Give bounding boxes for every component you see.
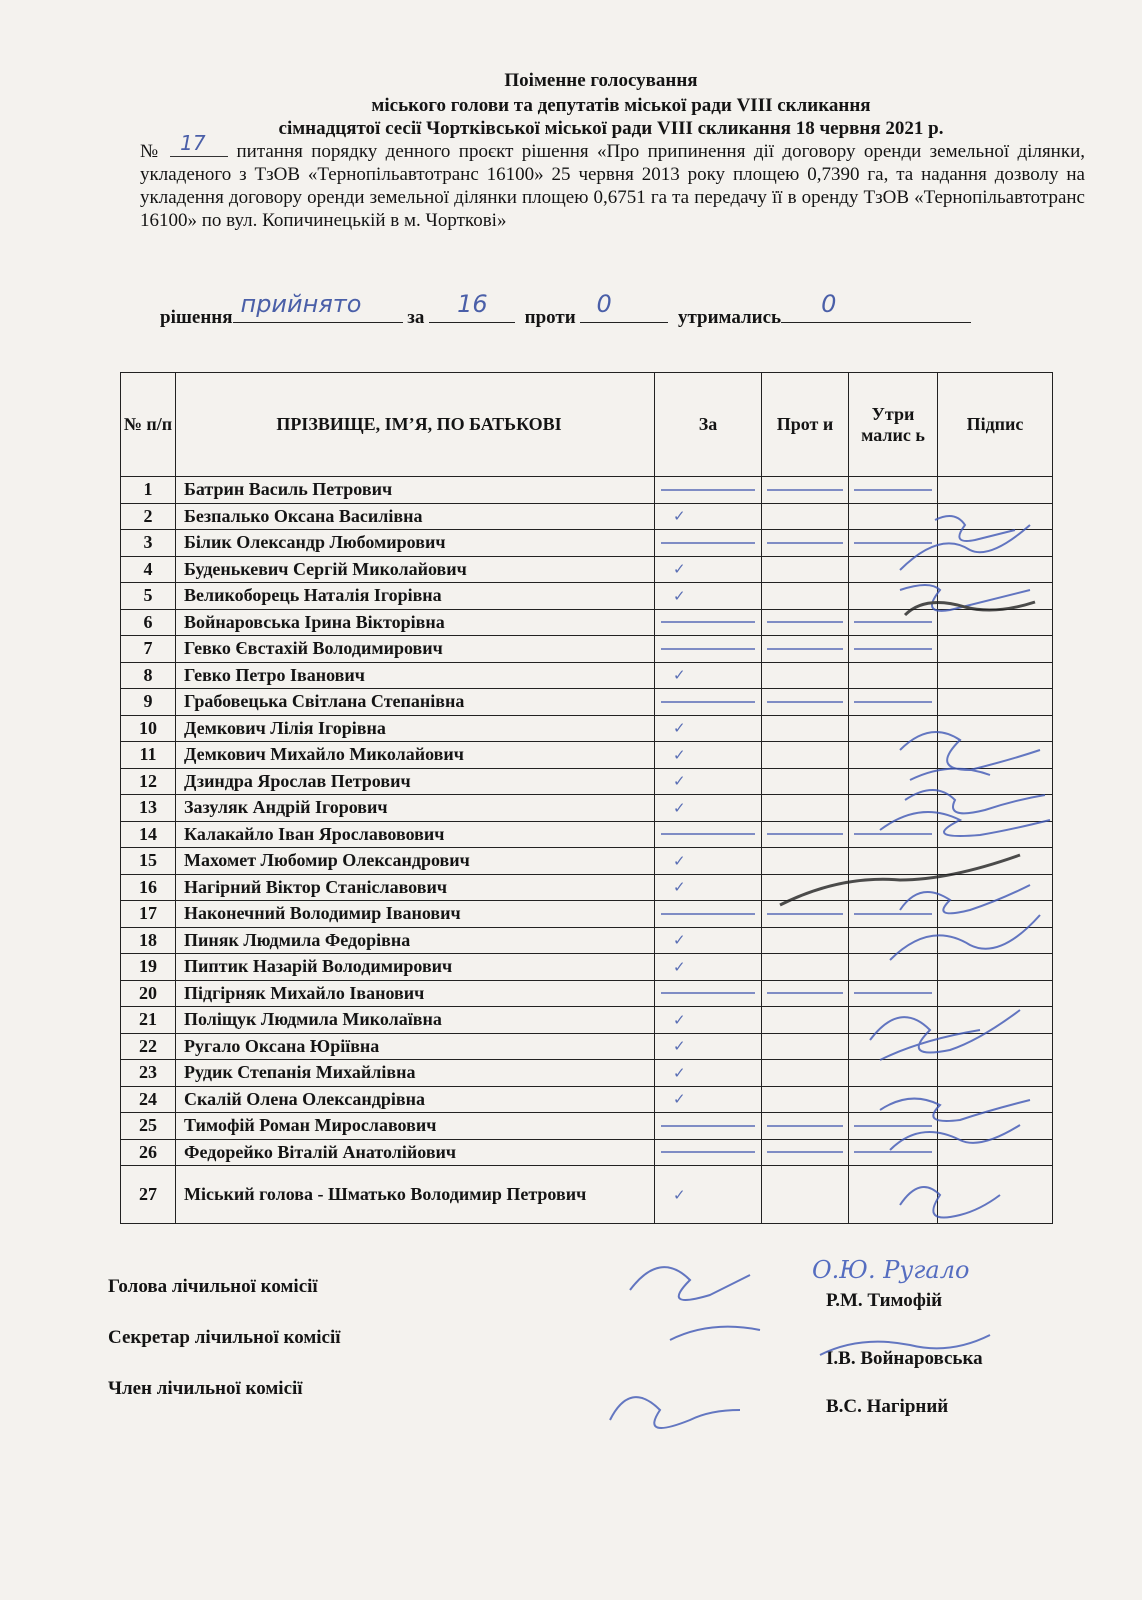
col-number: № п/п [121,373,176,477]
col-abstain: Утри малис ь [849,373,938,477]
abstain-field [781,290,971,323]
row-abstain-cell [849,742,938,769]
check-mark: ✓ [673,560,686,579]
row-for-cell [655,980,762,1007]
row-number: 23 [121,1060,176,1087]
row-signature-cell [938,583,1053,610]
row-for-cell [655,742,762,769]
row-against-cell [762,927,849,954]
row-number: 18 [121,927,176,954]
row-abstain-cell [849,715,938,742]
decision-line [160,290,1060,329]
row-signature-cell [938,901,1053,928]
row-for-cell [655,1166,762,1224]
absent-strike-line [854,992,931,994]
decision-value-hand: прийнято [240,290,362,318]
absent-strike-line [854,542,931,544]
col-signature: Підпис [938,373,1053,477]
row-signature-cell [938,530,1053,557]
row-name: Білик Олександр Любомирович [176,530,655,557]
row-abstain-cell [849,980,938,1007]
row-name: Буденькевич Сергій Миколайович [176,556,655,583]
table-row [121,768,1053,795]
absent-strike-line [661,489,754,491]
table-row [121,503,1053,530]
row-number: 15 [121,848,176,875]
row-for-cell [655,821,762,848]
absent-strike-line [854,913,931,915]
row-against-cell [762,1033,849,1060]
row-against-cell [762,662,849,689]
item-text: питання порядку денного проєкт рішення «Про припинення дії договору оренди земельної ділянки, укладеного з ТзОВ «Тернопільавтотранс 16100» 25 червня 2013 року площею 0,7390 га, та надання дозволу на укладення договору оренди земельної ділянки площею 0,6751 га та передачу її в оренду ТзОВ «Тернопільавтотранс 16100» по вул. Копичинецькій в м. Чорткові» [140,141,1086,231]
check-mark: ✓ [673,772,686,791]
absent-strike-line [661,1151,754,1153]
row-against-cell [762,1139,849,1166]
row-signature-cell [938,636,1053,663]
row-abstain-cell [849,689,938,716]
row-for-cell [655,1007,762,1034]
row-against-cell [762,583,849,610]
against-label: проти [524,307,576,328]
row-against-cell [762,715,849,742]
row-signature-cell [938,503,1053,530]
row-number: 24 [121,1086,176,1113]
for-label: за [407,307,425,328]
row-for-cell [655,503,762,530]
absent-strike-line [767,489,843,491]
row-against-cell [762,1060,849,1087]
row-name: Гевко Петро Іванович [176,662,655,689]
row-abstain-cell [849,1139,938,1166]
row-abstain-cell [849,503,938,530]
doc-subtitle: міського голови та депутатів міської ради VIII скликання [371,95,871,116]
row-abstain-cell [849,821,938,848]
check-mark: ✓ [673,1010,686,1029]
row-signature-cell [938,662,1053,689]
row-signature-cell [938,1139,1053,1166]
row-number: 4 [121,556,176,583]
table-row [121,821,1053,848]
chair-name: Р.М. Тимофій [826,1290,943,1311]
row-signature-cell [938,1086,1053,1113]
row-number: 16 [121,874,176,901]
row-abstain-cell [849,1060,938,1087]
absent-strike-line [661,701,754,703]
row-name: Нагірний Віктор Станіславович [176,874,655,901]
row-name: Міський голова - Шматько Володимир Петрович [176,1166,655,1224]
against-hand: 0 [596,290,612,318]
row-for-cell [655,583,762,610]
row-against-cell [762,609,849,636]
row-abstain-cell [849,1033,938,1060]
table-row [121,742,1053,769]
absent-strike-line [854,701,931,703]
row-signature-cell [938,742,1053,769]
absent-strike-line [661,648,754,650]
row-name: Пиптик Назарій Володимирович [176,954,655,981]
row-signature-cell [938,954,1053,981]
row-number: 22 [121,1033,176,1060]
col-for: За [655,373,762,477]
absent-strike-line [661,992,754,994]
check-mark: ✓ [673,931,686,950]
row-signature-cell [938,768,1053,795]
check-mark: ✓ [673,1037,686,1056]
absent-strike-line [767,648,843,650]
row-for-cell [655,901,762,928]
decision-value-field [233,290,403,323]
check-mark: ✓ [673,798,686,817]
row-for-cell [655,1139,762,1166]
row-abstain-cell [849,768,938,795]
row-for-cell [655,954,762,981]
row-for-cell [655,795,762,822]
check-mark: ✓ [673,851,686,870]
row-for-cell [655,636,762,663]
secretary-name: І.В. Войнаровська [826,1348,983,1369]
row-abstain-cell [849,874,938,901]
row-name: Підгірняк Михайло Іванович [176,980,655,1007]
table-row [121,662,1053,689]
row-against-cell [762,848,849,875]
check-mark: ✓ [673,1090,686,1109]
row-for-cell [655,848,762,875]
against-field [580,290,668,323]
row-against-cell [762,1113,849,1140]
absent-strike-line [854,621,931,623]
row-number: 21 [121,1007,176,1034]
absent-strike-line [661,1125,754,1127]
row-name: Федорейко Віталій Анатолійович [176,1139,655,1166]
row-for-cell [655,768,762,795]
row-abstain-cell [849,1007,938,1034]
vote-table [120,372,1053,1224]
check-mark: ✓ [673,586,686,605]
signature-scribble [610,1397,740,1428]
row-name: Великоборець Наталія Ігорівна [176,583,655,610]
row-for-cell [655,927,762,954]
row-signature-cell [938,848,1053,875]
row-signature-cell [938,556,1053,583]
table-row [121,556,1053,583]
absent-strike-line [661,621,754,623]
row-against-cell [762,742,849,769]
absent-strike-line [767,913,843,915]
row-signature-cell [938,1113,1053,1140]
row-against-cell [762,874,849,901]
row-signature-cell [938,1033,1053,1060]
table-header-row [121,373,1053,477]
doc-session: сімнадцятої сесії Чортківської міської ради VIII скликання 18 червня 2021 р. [278,118,944,139]
row-signature-cell [938,821,1053,848]
row-abstain-cell [849,901,938,928]
row-number: 2 [121,503,176,530]
col-against: Прот и [762,373,849,477]
check-mark: ✓ [673,1063,686,1082]
row-number: 19 [121,954,176,981]
agenda-item [140,131,1086,232]
row-against-cell [762,980,849,1007]
item-number-hand: 17 [180,131,206,155]
check-mark: ✓ [673,666,686,685]
member-label: Член лічильної комісії [108,1378,303,1399]
col-name: ПРІЗВИЩЕ, ІМ’Я, ПО БАТЬКОВІ [176,373,655,477]
row-signature-cell [938,927,1053,954]
table-row [121,636,1053,663]
row-against-cell [762,795,849,822]
row-signature-cell [938,609,1053,636]
row-number: 3 [121,530,176,557]
table-row [121,1086,1053,1113]
decision-label: рішення [160,307,233,328]
absent-strike-line [854,1151,931,1153]
check-mark: ✓ [673,878,686,897]
row-number: 6 [121,609,176,636]
member-name: В.С. Нагірний [826,1396,949,1417]
check-mark: ✓ [673,1185,686,1204]
row-name: Калакайло Іван Ярославовович [176,821,655,848]
table-row [121,874,1053,901]
row-number: 13 [121,795,176,822]
table-row [121,927,1053,954]
absent-strike-line [767,542,843,544]
row-abstain-cell [849,927,938,954]
row-abstain-cell [849,583,938,610]
absent-strike-line [767,701,843,703]
row-name: Поліщук Людмила Миколаївна [176,1007,655,1034]
table-row [121,1007,1053,1034]
table-row [121,609,1053,636]
handwritten-note: О.Ю. Ругало [812,1256,970,1284]
row-against-cell [762,689,849,716]
signature-scribble [670,1327,760,1340]
row-signature-cell [938,477,1053,504]
row-abstain-cell [849,556,938,583]
row-signature-cell [938,689,1053,716]
row-for-cell [655,530,762,557]
for-hand: 16 [457,290,488,318]
row-number: 26 [121,1139,176,1166]
table-row [121,848,1053,875]
row-name: Зазуляк Андрій Ігорович [176,795,655,822]
row-name: Рудик Степанія Михайлівна [176,1060,655,1087]
row-number: 17 [121,901,176,928]
table-row [121,1060,1053,1087]
row-name: Демкович Михайло Миколайович [176,742,655,769]
row-for-cell [655,1086,762,1113]
table-row [121,795,1053,822]
item-number-field [170,131,228,157]
table-row [121,530,1053,557]
row-for-cell [655,874,762,901]
row-signature-cell [938,874,1053,901]
row-name: Махомет Любомир Олександрович [176,848,655,875]
row-signature-cell [938,1060,1053,1087]
absent-strike-line [767,1151,843,1153]
row-number: 20 [121,980,176,1007]
absent-strike-line [854,1125,931,1127]
absent-strike-line [767,1125,843,1127]
row-number: 10 [121,715,176,742]
row-abstain-cell [849,636,938,663]
row-abstain-cell [849,477,938,504]
row-abstain-cell [849,795,938,822]
chair-label: Голова лічильної комісії [108,1276,318,1297]
row-name: Дзиндра Ярослав Петрович [176,768,655,795]
row-signature-cell [938,980,1053,1007]
row-for-cell [655,477,762,504]
row-for-cell [655,609,762,636]
check-mark: ✓ [673,507,686,526]
doc-title: Поіменне голосування [504,70,698,91]
row-number: 5 [121,583,176,610]
row-against-cell [762,1007,849,1034]
row-name: Пиняк Людмила Федорівна [176,927,655,954]
row-name: Грабовецька Світлана Степанівна [176,689,655,716]
row-number: 12 [121,768,176,795]
check-mark: ✓ [673,719,686,738]
table-row [121,689,1053,716]
row-against-cell [762,954,849,981]
table-row [121,1033,1053,1060]
table-row [121,1113,1053,1140]
row-for-cell [655,556,762,583]
row-name: Скалій Олена Олександрівна [176,1086,655,1113]
row-for-cell [655,662,762,689]
row-against-cell [762,530,849,557]
row-abstain-cell [849,954,938,981]
row-number: 8 [121,662,176,689]
row-name: Безпалько Оксана Василівна [176,503,655,530]
signature-scribble [630,1267,750,1300]
table-row [121,1166,1053,1224]
row-abstain-cell [849,1086,938,1113]
row-abstain-cell [849,848,938,875]
table-row [121,901,1053,928]
item-number-prefix: № [140,141,162,162]
row-number: 11 [121,742,176,769]
absent-strike-line [854,833,931,835]
row-against-cell [762,477,849,504]
absent-strike-line [661,542,754,544]
row-number: 1 [121,477,176,504]
check-mark: ✓ [673,957,686,976]
secretary-label: Секретар лічильної комісії [108,1327,341,1348]
absent-strike-line [661,833,754,835]
row-name: Тимофій Роман Мирославович [176,1113,655,1140]
absent-strike-line [661,913,754,915]
row-signature-cell [938,1007,1053,1034]
row-signature-cell [938,795,1053,822]
row-number: 27 [121,1166,176,1224]
row-signature-cell [938,1166,1053,1224]
abstain-hand: 0 [821,290,837,318]
row-name: Гевко Євстахій Володимирович [176,636,655,663]
table-row [121,980,1053,1007]
table-row [121,477,1053,504]
row-name: Демкович Лілія Ігорівна [176,715,655,742]
table-row [121,583,1053,610]
abstain-label: утримались [677,307,782,328]
row-against-cell [762,901,849,928]
row-for-cell [655,1060,762,1087]
row-abstain-cell [849,609,938,636]
row-against-cell [762,556,849,583]
absent-strike-line [767,992,843,994]
row-against-cell [762,1166,849,1224]
row-number: 7 [121,636,176,663]
row-signature-cell [938,715,1053,742]
check-mark: ✓ [673,745,686,764]
absent-strike-line [767,621,843,623]
row-number: 9 [121,689,176,716]
row-against-cell [762,1086,849,1113]
row-for-cell [655,715,762,742]
row-against-cell [762,503,849,530]
row-name: Ругало Оксана Юріївна [176,1033,655,1060]
row-number: 25 [121,1113,176,1140]
row-abstain-cell [849,662,938,689]
row-against-cell [762,821,849,848]
table-row [121,1139,1053,1166]
row-abstain-cell [849,530,938,557]
row-for-cell [655,689,762,716]
row-against-cell [762,636,849,663]
absent-strike-line [767,833,843,835]
for-field [429,290,515,323]
row-against-cell [762,768,849,795]
table-row [121,715,1053,742]
table-row [121,954,1053,981]
row-abstain-cell [849,1166,938,1224]
row-for-cell [655,1033,762,1060]
row-name: Батрин Василь Петрович [176,477,655,504]
absent-strike-line [854,489,931,491]
row-abstain-cell [849,1113,938,1140]
row-name: Наконечний Володимир Іванович [176,901,655,928]
absent-strike-line [854,648,931,650]
vote-table-body [121,477,1053,1224]
row-name: Войнаровська Ірина Вікторівна [176,609,655,636]
row-number: 14 [121,821,176,848]
row-for-cell [655,1113,762,1140]
